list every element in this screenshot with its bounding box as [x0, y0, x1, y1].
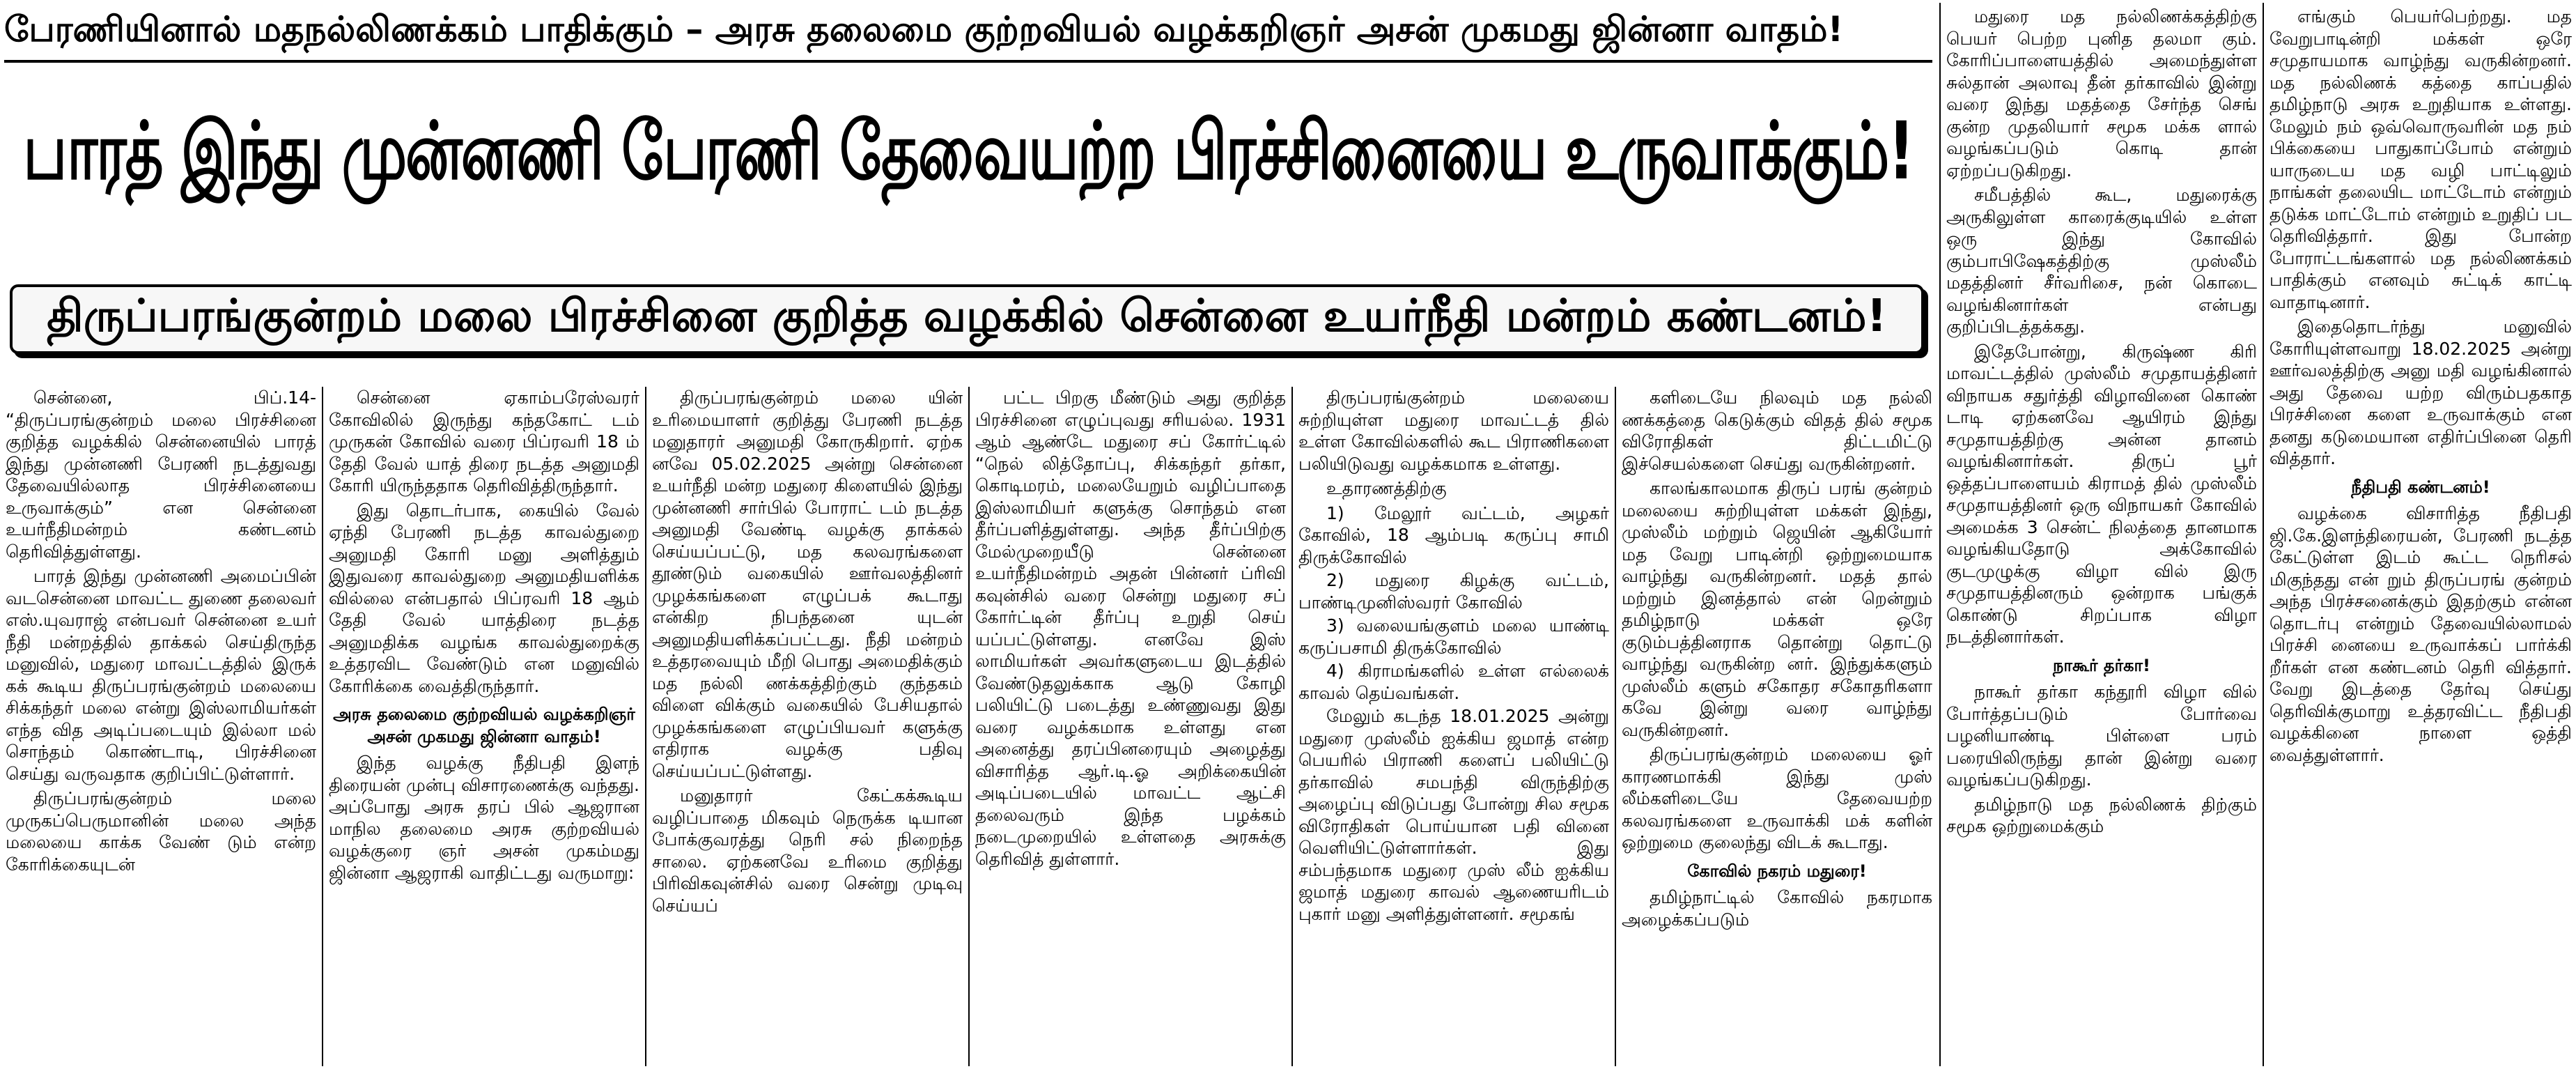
article-column-7 [1946, 6, 2257, 1066]
paragraph: இந்த வழக்கு நீதிபதி இளந் திரையன் முன்பு விசாரணைக்கு வந்தது. அப்போது அரசு தரப் பில் ஆஜரான மாநில தலைமை அரசு குற்றவியல் வழக்குரை ஞர் அசன் முகம்மது ஜின்னா ஆஜராகி வாதிட்டது வருமாறு: [329, 753, 639, 883]
kicker-text: பேரணியினால் மதநல்லிணக்கம் பாதிக்கும் – அரசு தலைமை குற்றவியல் வழக்கறிஞர் அசன் முகமது ஜின்னா வாதம்! [4, 8, 1844, 49]
article-column-2 [329, 387, 639, 1066]
article-column-8 [2269, 6, 2572, 1066]
section-subheading: அரசு தலைமை குற்றவியல் வழக்கறிஞர் அசன் முகமது ஜின்னா வாதம்! [333, 705, 635, 746]
column-divider [968, 387, 970, 1066]
article-column-6 [1622, 387, 1932, 1066]
section-subheading: நீதிபதி கண்டனம்! [2351, 477, 2490, 497]
paragraph: இது தொடர்பாக, கையில் வேல் ஏந்தி பேரணி நடத்த காவல்துறை அனுமதி கோரி மனு அளித்தும் இதுவரை காவல்துறை அனுமதியளிக்க வில்லை என்பதால் பிப்ரவரி 18 ஆம் தேதி வேல் யாத்திரை நடத்த அனுமதிக்க வழங்க காவல்துறைக்கு உத்தரவிட வேண்டும் என மனுவில் கோரிக்கை வைத்திருந்தார். [329, 500, 639, 696]
kicker-underline [4, 60, 1932, 63]
paragraph: பட்ட பிறகு மீண்டும் அது குறித்த பிரச்சினை எழுப்புவது சரியல்ல. 1931 ஆம் ஆண்டே மதுரை சப் கோர்ட்டில் “நெல் லித்தோப்பு, சிக்கந்தர் தர்கா, கொடிமரம், மலையேறும் வழிப்பாதை இஸ்லாமியர் களுக்கு சொந்தம் என தீர்ப்பளித்துள்ளது. அந்த தீர்ப்பிற்கு மேல்முறையீடு சென்னை உயர்நீதிமன்றம் அதன் பின்னர் ப்ரிவி கவுன்சில் வரை சென்று மதுரை சப் கோர்ட்டின் தீர்ப்பு உறுதி செய் யப்பட்டுள்ளது. எனவே இஸ் லாமியர்கள் அவர்களுடைய இடத்தில் வேண்டுதலுக்காக ஆடு கோழி பலியிட்டு படைத்து உண்ணுவது இது வரை வழக்கமாக உள்ளது என அனைத்து தரப்பினரையும் அழைத்து விசாரித்த ஆர்.டி.ஓ அறிக்கையின் அடிப்படையில் மாவட்ட ஆட்சி தலைவரும் இந்த பழக்கம் நடைமுறையில் உள்ளதை அரசுக்கு தெரிவித் துள்ளார். [975, 387, 1286, 869]
paragraph: திருப்பரங்குன்றம் மலையை ஓர் காரணமாக்கி இந்து முஸ் லீம்களிடையே தேவையற்ற கலவரங்களை உருவாக்கி மக் களின் ஒற்றுமை குலைந்து விடக் கூடாது. [1622, 744, 1932, 852]
paragraph: காலங்காலமாக திருப் பரங் குன்றம் மலையை சுற்றியுள்ள மக்கள் இந்து, முஸ்லீம் மற்றும் ஜெயின் ஆகியோர் மத வேறு பாடின்றி ஒற்றுமையாக வாழ்ந்து வருகின்றனர். மதத் தால் மற்றும் இனத்தால் என் றென்றும் தமிழ்நாடு மக்கள் ஒரே குடும்பத்தினராக தொன்று தொட்டு வாழ்ந்து வருகின்ற னர். இந்துக்களும் முஸ்லீம் களும் சகோதர சகோதரிகளா கவே இன்று வரை வாழ்ந்து வருகின்றனர். [1622, 478, 1932, 740]
main-headline-text: பாரத் இந்து முன்னணி பேரணி தேவையற்ற பிரச்சினையை உருவாக்கும்! [23, 105, 1914, 198]
paragraph: களிடையே நிலவும் மத நல்லி ணக்கத்தை கெடுக்கும் விதத் தில் சமூக விரோதிகள் திட்டமிட்டு இச்செயல்களை செய்து வருகின்றனர். [1622, 387, 1932, 474]
article-column-3 [652, 387, 963, 1066]
list-item: 1) மேலூர் வட்டம், அழகர் கோவில், 18 ஆம்படி கருப்பு சாமி திருக்கோவில் [1298, 502, 1609, 567]
column-divider [1615, 387, 1616, 1066]
paragraph: மேலும் கடந்த 18.01.2025 அன்று மதுரை முஸ்லீம் ஐக்கிய ஜமாத் என்ற பெயரில் பிராணி களைப் பலியிட்டு தர்காவில் சமபந்தி விருந்திற்கு அழைப்பு விடுப்பது போன்று சில சமூக விரோதிகள் பொய்யான பதி வினை வெளியிட்டுள்ளார்கள். இது சம்பந்தமாக மதுரை முஸ் லீம் ஐக்கிய ஜமாத் மதுரை காவல் ஆணையரிடம் புகார் மனு அளித்துள்ளனர். சமூகங் [1298, 706, 1609, 924]
column-divider [322, 387, 323, 1066]
column-divider [1291, 387, 1293, 1066]
paragraph: மனுதாரர் கேட்கக்கூடிய வழிப்பாதை மிகவும் நெருக்க டியான போக்குவரத்து நெரி சல் நிறைந்த சாலை. ஏற்கனவே உரிமை குறித்து பிரிவிகவுன்சில் வரை சென்று முடிவு செய்யப் [652, 785, 963, 916]
article-column-1 [6, 387, 316, 1066]
paragraph: திருப்பரங்குன்றம் மலை முருகப்பெருமானின் மலை அந்த மலையை காக்க வேண் டும் என்ற கோரிக்கையுடன் [6, 788, 316, 875]
column-divider [1939, 3, 1941, 1066]
paragraph: தமிழ்நாடு மத நல்லிணக் திற்கும் சமூக ஒற்றுமைக்கும் [1946, 794, 2257, 836]
column-divider [2263, 3, 2264, 1066]
main-headline [4, 77, 1932, 237]
section-subheading: நாகூர் தர்கா! [2053, 655, 2150, 675]
paragraph: சமீபத்தில் கூட, மதுரைக்கு அருகிலுள்ள காரைக்குடியில் உள்ள ஒரு இந்து கோவில் கும்பாபிஷேகத்திற்கு முஸ்லீம் மதத்தினர் சீர்வரிசை, நன் கொடை வழங்கினார்கள் என்பது குறிப்பிடத்தக்கது. [1946, 185, 2257, 337]
list-item: 2) மதுரை கிழக்கு வட்டம், பாண்டிமுனிஸ்வரர் கோவில் [1298, 570, 1609, 613]
paragraph: சென்னை ஏகாம்பரேஸ்வரர் கோவிலில் இருந்து கந்தகோட் டம் முருகன் கோவில் வரை பிப்ரவரி 18 ம் தேதி வேல் யாத் திரை நடத்த அனுமதி கோரி யிருந்ததாக தெரிவித்திருந்தார். [329, 387, 639, 495]
paragraph: பாரத் இந்து முன்னணி அமைப்பின் வடசென்னை மாவட்ட துணை தலைவர் எஸ்.யுவராஜ் என்பவர் சென்னை உயர் நீதி மன்றத்தில் தாக்கல் செய்திருந்த மனுவில், மதுரை மாவட்டத்தில் இருக் கக் கூடிய திருப்பரங்குன்றம் மலையை சிக்கந்தர் மலை என்று இஸ்லாமியர்கள் எந்த வித அடிப்படையும் இல்லா மல் சொந்தம் கொண்டாடி, பிரச்சினை செய்து வருவதாக குறிப்பிட்டுள்ளார். [6, 566, 316, 784]
paragraph: திருப்பரங்குன்றம் மலை யின் உரிமையாளர் குறித்து பேரணி நடத்த மனுதாரர் அனுமதி கோருகிறார். ஏற்க னவே 05.02.2025 அன்று சென்னை உயர்நீதி மன்ற மதுரை கிளையில் இந்து முன்னணி சார்பில் போராட் டம் நடத்த அனுமதி வேண்டி வழக்கு தாக்கல் செய்யப்பட்டு, மத கலவரங்களை தூண்டும் வகையில் ஊர்வலத்தினர் முழக்கங்களை எழுப்பக் கூடாது என்கிற நிபந்தனை யுடன் அனுமதியளிக்கப்பட்டது. நீதி மன்றம் உத்தரவையும் மீறி பொது அமைதிக்கும் மத நல்லி ணக்கத்திற்கும் குந்தகம் விளை விக்கும் வகையில் பேசியதால் முழக்கங்களை எழுப்பியவர் களுக்கு எதிராக வழக்கு பதிவு செய்யப்பட்டுள்ளது. [652, 387, 963, 781]
paragraph: இதைதொடர்ந்து மனுவில் கோரியுள்ளவாறு 18.02.2025 அன்று ஊர்வலத்திற்கு அனு மதி வழங்கினால் அது தேவை யற்ற விரும்பதகாத பிரச்சினை களை உருவாக்கும் என தனது கடுமையான எதிர்ப்பினை தெரி வித்தார். [2269, 316, 2572, 468]
paragraph: மதுரை மத நல்லிணக்கத்திற்கு பெயர் பெற்ற புனித தலமா கும். கோரிப்பாளையத்தில் அமைந்துள்ள சுல்தான் அலாவு தீன் தர்காவில் இன்று வரை இந்து மதத்தை சேர்ந்த செங் குன்ற முதலியார் சமூக மக்க ளால் வழங்கப்படும் கொடி தான் ஏற்றப்படுகிறது. [1946, 6, 2257, 180]
article-column-4 [975, 387, 1286, 1066]
paragraph: தமிழ்நாட்டில் கோவில் நகரமாக அழைக்கப்படும் [1622, 887, 1932, 930]
column-divider [645, 387, 646, 1066]
article-column-5 [1298, 387, 1609, 1066]
paragraph: இதேபோன்று, கிருஷ்ண கிரி மாவட்டத்தில் முஸ்லீம் சமுதாயத்தினர் விநாயக சதுர்த்தி விழாவினை கொண் டாடி ஏற்கனவே ஆயிரம் இந்து சமுதாயத்திற்கு அன்ன தானம் வழங்கினார்கள். திருப் பூர் ஒத்தப்பாளையம் கிராமத் தில் முஸ்லீம் சமுதாயத்தினர் ஒரு விநாயகர் கோவில் அமைக்க 3 சென்ட் நிலத்தை தானமாக வழங்கியதோடு அக்கோவில் குடமுழுக்கு விழா வில் இரு சமுதாயத்தினரும் ஒன்றாக பங்குக் கொண்டு சிறப்பாக விழா நடத்தினார்கள். [1946, 341, 2257, 647]
list-item: 4) கிராமங்களில் உள்ள எல்லைக் காவல் தெய்வங்கள். [1298, 661, 1609, 703]
kicker-headline [4, 4, 1932, 59]
list-item: 3) வலையங்குளம் மலை யாண்டி கருப்பசாமி திருக்கோவில் [1298, 615, 1609, 658]
paragraph: சென்னை, பிப்.14- “திருப்பரங்குன்றம் மலை பிரச்சினை குறித்த வழக்கில் சென்னையில் பாரத் இந்து முன்னணி பேரணி நடத்துவது தேவையில்லாத பிரச்சினையை உருவாக்கும்” என சென்னை உயர்நீதிமன்றம் கண்டனம் தெரிவித்துள்ளது. [6, 387, 316, 562]
section-subheading: கோவில் நகரம் மதுரை! [1687, 861, 1867, 881]
subheadline-box [10, 284, 1924, 354]
subheadline-text: திருப்பரங்குன்றம் மலை பிரச்சினை குறித்த வழக்கில் சென்னை உயர்நீதி மன்றம் கண்டனம்! [47, 291, 1887, 342]
paragraph: வழக்கை விசாரித்த நீதிபதி ஜி.கே.இளந்திரையன், பேரணி நடத்த கேட்டுள்ள இடம் கூட்ட நெரிசல் மிகுந்தது என் றும் திருப்பரங் குன்றம் அந்த பிரச்சனைக்கும் இதற்கும் என்ன தொடர்பு என்றும் தேவையில்லாமல் பிரச்சி னையை உருவாக்கப் பார்க்கி றீர்கள் என கண்டனம் தெரி வித்தார். வேறு இடத்தை தேர்வு செய்து தெரிவிக்குமாறு உத்தரவிட்ட நீதிபதி வழக்கினை நாளை ஒத்தி வைத்துள்ளார். [2269, 503, 2572, 765]
paragraph: உதாரணத்திற்கு [1326, 478, 1447, 498]
paragraph: திருப்பரங்குன்றம் மலையை சுற்றியுள்ள மதுரை மாவட்டத் தில் உள்ள கோவில்களில் கூட பிராணிகளை பலியிடுவது வழக்கமாக உள்ளது. [1298, 387, 1609, 474]
paragraph: நாகூர் தர்கா கந்தூரி விழா வில் போர்த்தப்படும் போர்வை பழனியாண்டி பிள்ளை பரம் பரையிலிருந்து தான் இன்று வரை வழங்கப்படுகிறது. [1946, 682, 2257, 790]
paragraph: எங்கும் பெயர்பெற்றது. மத வேறுபாடின்றி மக்கள் ஒரே சமுதாயமாக வாழ்ந்து வருகின்றனர். மத நல்லிணக் கத்தை காப்பதில் தமிழ்நாடு அரசு உறுதியாக உள்ளது. மேலும் நம் ஒவ்வொருவரின் மத நம் பிக்கையை பாதுகாப்போம் என்றும் யாருடைய மத வழி பாட்டிலும் நாங்கள் தலையிட மாட்டோம் என்றும் தடுக்க மாட்டோம் என்றும் உறுதிப் பட தெரிவித்தார். இது போன்ற போராட்டங்களால் மத நல்லிணக்கம் பாதிக்கும் எனவும் சுட்டிக் காட்டி வாதாடினார். [2269, 6, 2572, 312]
